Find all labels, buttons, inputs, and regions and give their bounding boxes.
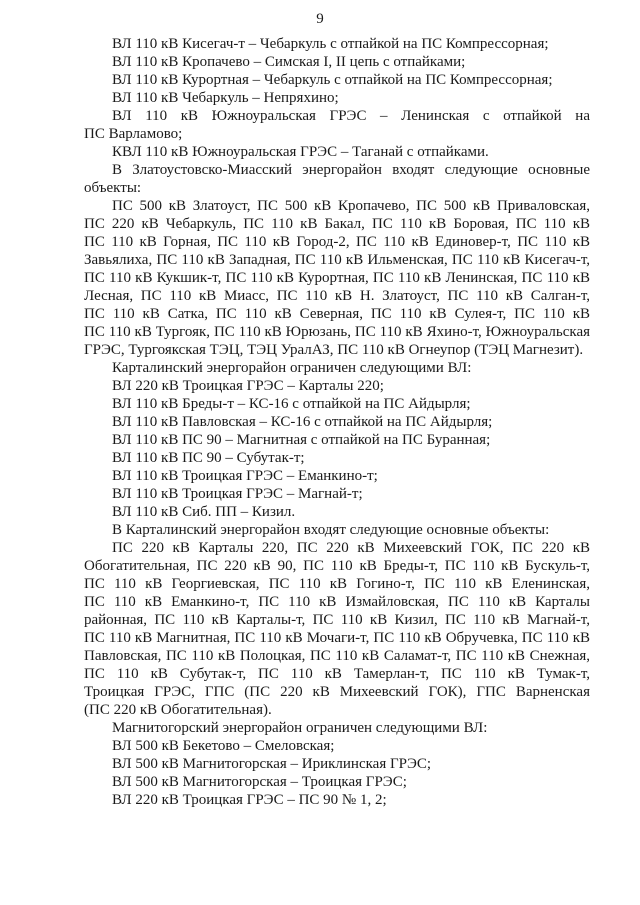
text-line: районная, ПС 110 кВ Карталы-т, ПС 110 кВ Кизил, ПС 110 кВ Магнай-т, [84, 612, 590, 628]
text-line: ВЛ 500 кВ Магнитогорская – Ириклинская ГРЭС; [112, 756, 432, 772]
text-line: ПС 220 кВ Карталы 220, ПС 220 кВ Михеевский ГОК, ПС 220 кВ [112, 540, 590, 556]
text-line: ВЛ 110 кВ Павловская – КС-16 с отпайкой на ПС Айдырля; [112, 414, 493, 430]
text-line: ВЛ 110 кВ Сиб. ПП – Кизил. [112, 504, 296, 520]
text-line: Магнитогорский энергорайон ограничен следующими ВЛ: [112, 720, 488, 736]
text-line: ВЛ 220 кВ Троицкая ГРЭС – ПС 90 № 1, 2; [112, 792, 387, 808]
text-line: ВЛ 110 кВ Кисегач-т – Чебаркуль с отпайкой на ПС Компрессорная; [112, 36, 549, 52]
text-line: ПС 110 кВ Георгиевская, ПС 110 кВ Гогино-т, ПС 110 кВ Еленинская, [84, 576, 590, 592]
text-line: ПС 110 кВ Субутак-т, ПС 110 кВ Тамерлан-т, ПС 110 кВ Тумак-т, [84, 666, 590, 682]
text-line: В Карталинский энергорайон входят следующие основные объекты: [112, 522, 550, 538]
text-line: ГРЭС, Тургоякская ТЭЦ, ТЭЦ УралАЗ, ПС 110 кВ Огнеупор (ТЭЦ Магнезит). [84, 342, 584, 358]
text-line: В Златоустовско-Миасский энергорайон входят следующие основные [112, 162, 590, 178]
text-line: Завьялиха, ПС 110 кВ Западная, ПС 110 кВ Ильменская, ПС 110 кВ Кисегач-т, [84, 252, 590, 268]
text-line: ВЛ 110 кВ ПС 90 – Субутак-т; [112, 450, 305, 466]
document-body [84, 35, 590, 809]
text-line: Лесная, ПС 110 кВ Миасс, ПС 110 кВ Н. Златоуст, ПС 110 кВ Салган-т, [84, 288, 590, 304]
text-line: ВЛ 500 кВ Магнитогорская – Троицкая ГРЭС; [112, 774, 407, 790]
text-line: (ПС 220 кВ Обогатительная). [84, 702, 272, 718]
text-line: ПС 110 кВ Еманкино-т, ПС 110 кВ Измайловская, ПС 110 кВ Карталы [84, 594, 590, 610]
text-line: ПС 110 кВ Тургояк, ПС 110 кВ Юрюзань, ПС 110 кВ Яхино-т, Южноуральская [84, 324, 590, 340]
text-line: объекты: [84, 180, 142, 196]
text-line: ПС 110 кВ Магнитная, ПС 110 кВ Мочаги-т, ПС 110 кВ Обручевка, ПС 110 кВ [84, 630, 590, 646]
text-line: ВЛ 110 кВ Курортная – Чебаркуль с отпайкой на ПС Компрессорная; [112, 72, 553, 88]
text-line: ПС 110 кВ Сатка, ПС 110 кВ Северная, ПС 110 кВ Сулея-т, ПС 110 кВ [84, 306, 590, 322]
text-line: ВЛ 110 кВ ПС 90 – Магнитная с отпайкой на ПС Буранная; [112, 432, 491, 448]
text-line: ВЛ 110 кВ Бреды-т – КС-16 с отпайкой на ПС Айдырля; [112, 396, 471, 412]
page-number: 9 [316, 11, 324, 27]
text-line: ПС 110 кВ Кукшик-т, ПС 110 кВ Курортная, ПС 110 кВ Ленинская, ПС 110 кВ [84, 270, 590, 286]
text-line: ВЛ 110 кВ Троицкая ГРЭС – Магнай-т; [112, 486, 363, 502]
text-line: ВЛ 110 кВ Чебаркуль – Непряхино; [112, 90, 339, 106]
text-line: ПС 500 кВ Златоуст, ПС 500 кВ Кропачево, ПС 500 кВ Приваловская, [112, 198, 590, 214]
text-line: ВЛ 110 кВ Кропачево – Симская I, II цепь с отпайками; [112, 54, 466, 70]
text-line: ПС 220 кВ Чебаркуль, ПС 110 кВ Бакал, ПС 110 кВ Боровая, ПС 110 кВ [84, 216, 590, 232]
text-line: ПС Варламово; [84, 126, 183, 142]
text-line: ВЛ 110 кВ Троицкая ГРЭС – Еманкино-т; [112, 468, 378, 484]
text-line: Карталинский энергорайон ограничен следующими ВЛ: [112, 360, 472, 376]
text-line: ВЛ 220 кВ Троицкая ГРЭС – Карталы 220; [112, 378, 384, 394]
text-line: КВЛ 110 кВ Южноуральская ГРЭС – Таганай с отпайками. [112, 144, 489, 160]
text-line: ВЛ 500 кВ Бекетово – Смеловская; [112, 738, 335, 754]
text-line: Обогатительная, ПС 220 кВ 90, ПС 110 кВ Бреды-т, ПС 110 кВ Бускуль-т, [84, 558, 590, 574]
text-line: Троицкая ГРЭС, ГПС (ПС 220 кВ Михеевский ГОК), ГПС Варненская [84, 684, 590, 700]
text-line: Павловская, ПС 110 кВ Полоцкая, ПС 110 кВ Саламат-т, ПС 110 кВ Снежная, [84, 648, 590, 664]
text-line: ПС 110 кВ Горная, ПС 110 кВ Город-2, ПС 110 кВ Единовер-т, ПС 110 кВ [84, 234, 590, 250]
text-line: ВЛ 110 кВ Южноуральская ГРЭС – Ленинская с отпайкой на [112, 108, 590, 124]
